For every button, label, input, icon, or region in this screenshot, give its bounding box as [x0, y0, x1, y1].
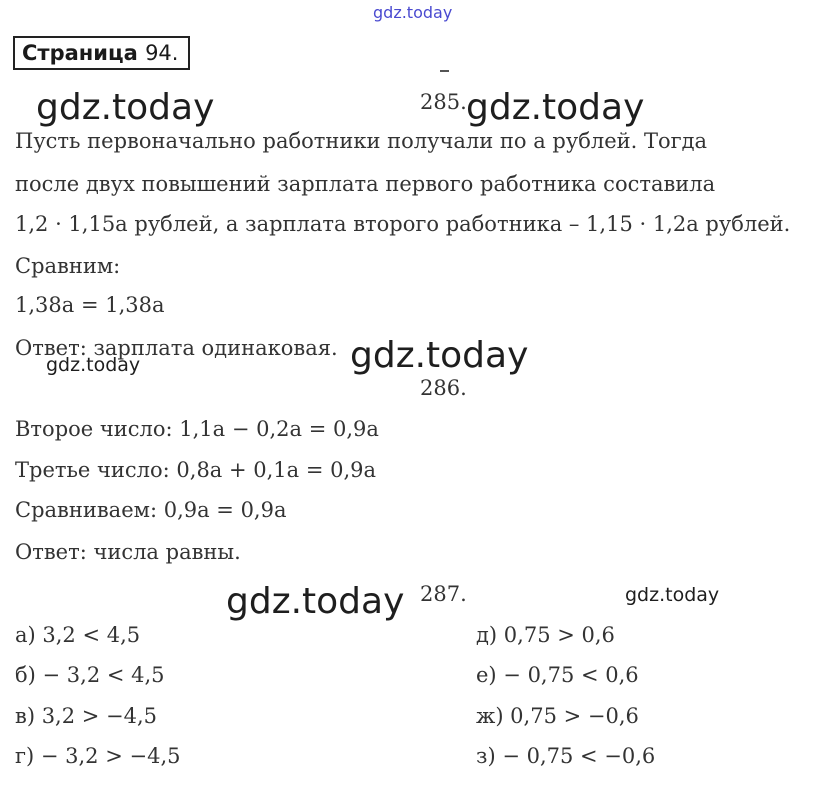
- watermark-big-2: gdz.today: [466, 87, 645, 128]
- watermark-big-3: gdz.today: [350, 335, 529, 376]
- problem-287-item-d: д) 0,75 > 0,6: [476, 623, 615, 647]
- watermark-top: gdz.today: [373, 3, 453, 22]
- problem-285-answer: Ответ: зарплата одинаковая.: [15, 336, 338, 360]
- problem-285-line-2: после двух повышений зарплата первого работника составила: [15, 172, 716, 196]
- watermark-big-1: gdz.today: [36, 87, 215, 128]
- watermark-small-2: gdz.today: [625, 584, 720, 606]
- problem-287-number: 287.: [420, 582, 467, 606]
- problem-286-line-1: Второе число: 1,1a − 0,2a = 0,9a: [15, 417, 379, 441]
- problem-287-item-e: е) − 0,75 < 0,6: [476, 663, 639, 687]
- problem-286-line-3: Сравниваем: 0,9a = 0,9a: [15, 498, 287, 522]
- page-number-box: [13, 36, 190, 70]
- problem-287-item-b: б) − 3,2 < 4,5: [15, 663, 165, 687]
- problem-286-number: 286.: [420, 376, 467, 400]
- decorative-dash: [440, 70, 449, 72]
- problem-285-line-3: 1,2 · 1,15a рублей, а зарплата второго работника – 1,15 · 1,2a рублей.: [15, 212, 791, 236]
- problem-285-line-5: 1,38a = 1,38a: [15, 293, 165, 317]
- page-label: Страница: [22, 41, 138, 65]
- problem-285-number: 285.: [420, 90, 467, 114]
- problem-285-line-1: Пусть первоначально работники получали по a рублей. Тогда: [15, 129, 708, 153]
- page-number: 94.: [145, 41, 179, 65]
- problem-286-line-2: Третье число: 0,8a + 0,1a = 0,9a: [15, 458, 377, 482]
- problem-285-line-4: Сравним:: [15, 254, 121, 278]
- problem-287-item-g: г) − 3,2 > −4,5: [15, 744, 181, 768]
- problem-287-item-zh: ж) 0,75 > −0,6: [476, 704, 639, 728]
- problem-286-answer: Ответ: числа равны.: [15, 540, 241, 564]
- problem-287-item-a: а) 3,2 < 4,5: [15, 623, 141, 647]
- problem-287-item-z: з) − 0,75 < −0,6: [476, 744, 656, 768]
- problem-287-item-v: в) 3,2 > −4,5: [15, 704, 158, 728]
- watermark-big-4: gdz.today: [226, 581, 405, 622]
- watermark-small-1: gdz.today: [46, 354, 141, 376]
